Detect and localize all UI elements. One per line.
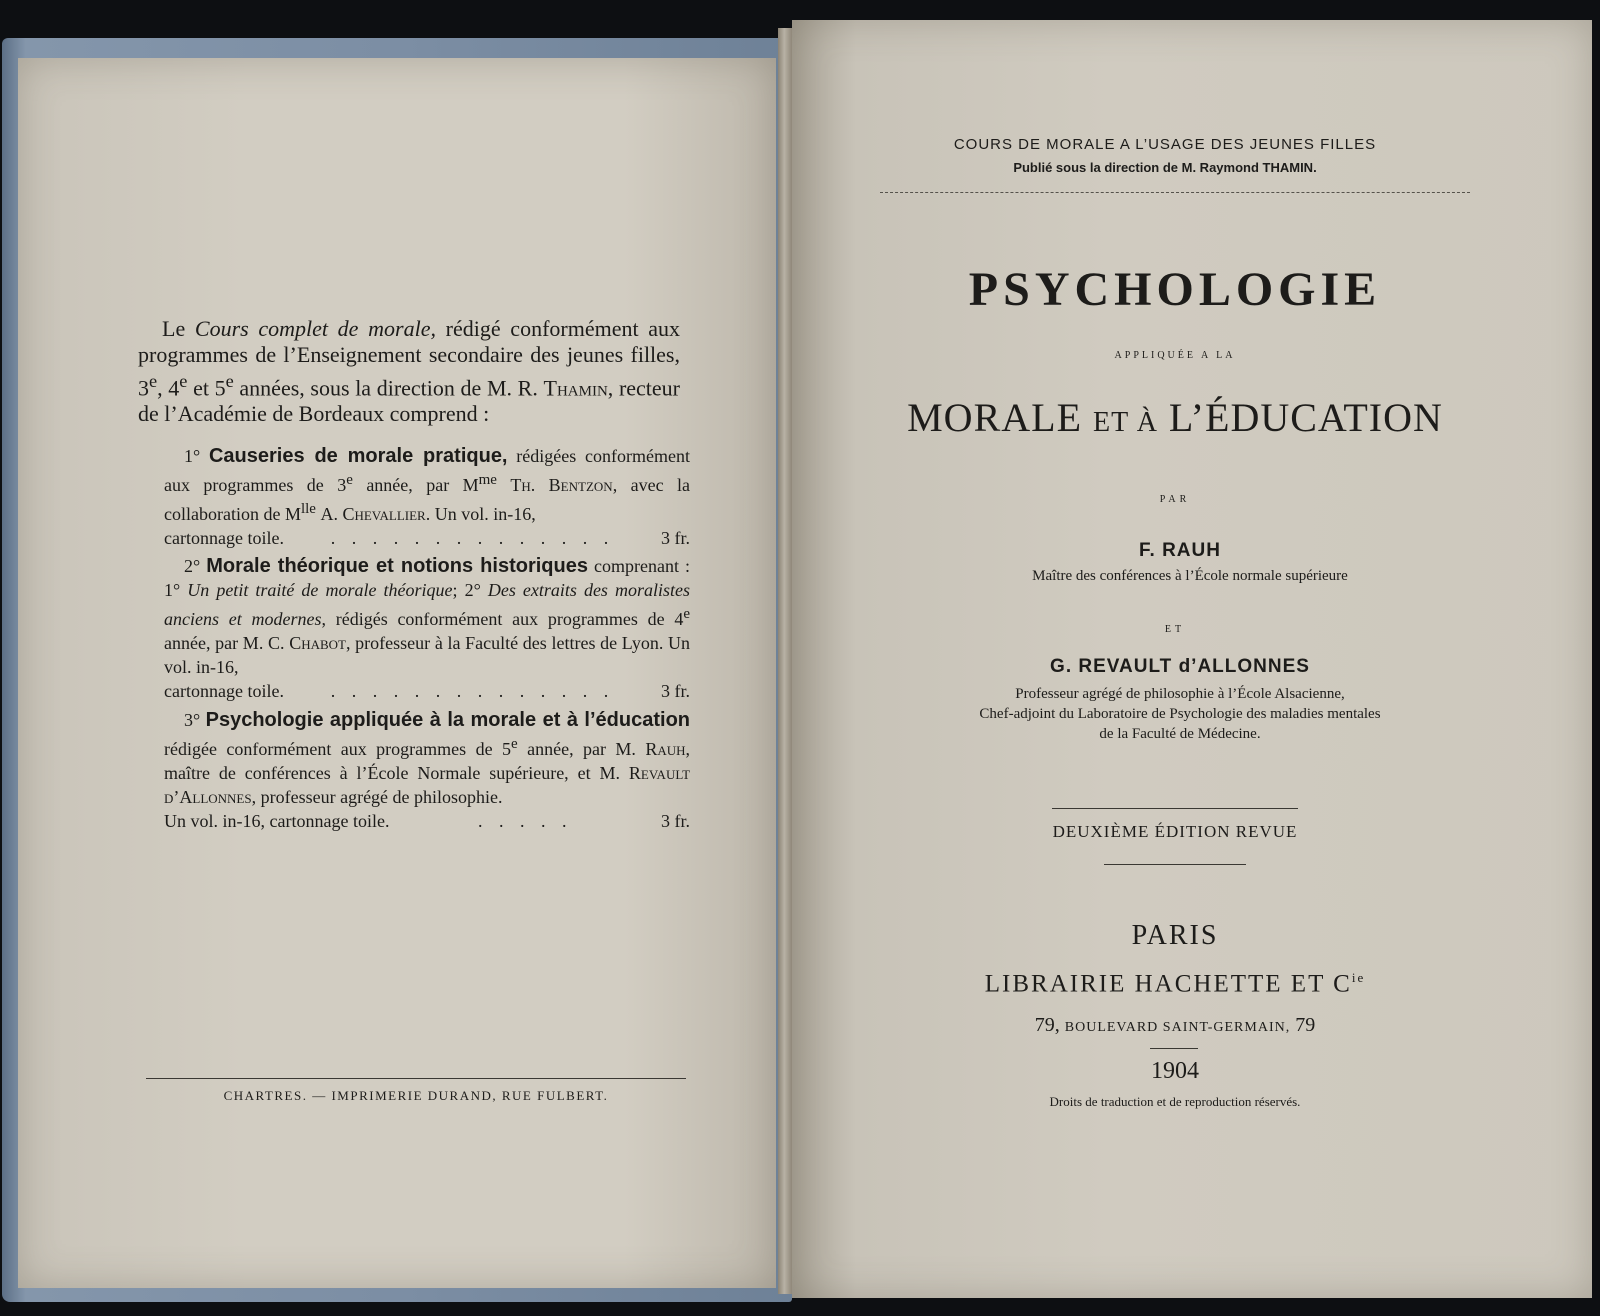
author-affiliation: Maître des conférences à l’École normale supérieure (1032, 568, 1348, 584)
entry-binding: Un vol. in-16, cartonnage toile. (164, 811, 390, 831)
entry-text: année, par M (352, 475, 479, 495)
superscript: e (511, 736, 518, 752)
entry-title: Morale théorique et notions historiques (206, 555, 588, 577)
entry-text: , avec la collaboration de M (164, 475, 690, 524)
author-affiliation (880, 684, 1480, 744)
title-connector: APPLIQUÉE A LA (1114, 350, 1236, 361)
book-title: PSYCHOLOGIE (968, 263, 1382, 316)
entry-text: , professeur à la Faculté des lettres de Lyon. Un vol. in-16, (164, 633, 690, 677)
entry-number: 1° (184, 446, 201, 466)
divider (1052, 808, 1298, 809)
dashed-divider (880, 192, 1470, 193)
intro-course-title: Cours complet de morale, (194, 316, 436, 341)
entry-text: , professeur agrégé de philosophie. (251, 787, 503, 807)
publisher-name (880, 970, 1470, 998)
intro-text: Le (162, 316, 186, 341)
entry-text: année, par M. (517, 739, 636, 759)
printer-imprint: CHARTRES. — IMPRIMERIE DURAND, RUE FULBERT. (223, 1088, 609, 1103)
address-number: 79 (1295, 1014, 1316, 1036)
publisher-city: PARIS (1131, 920, 1219, 951)
entry-italic-title: Des extraits des moralistes anciens et modernes (164, 580, 691, 629)
entry-text: , maître de conférences à l’École Normale supérieure, et M. (164, 739, 691, 783)
intro-text: années, sous la direction de M. R. (233, 375, 538, 401)
list-item-psychologie (164, 708, 690, 833)
subtitle-connector: ET À (1093, 407, 1158, 438)
and-label: ET (1164, 624, 1186, 635)
leader-dots: . . . . . . . . . . . . . . (330, 681, 615, 701)
entry-number: 3° (184, 710, 201, 730)
superscript: e (179, 371, 188, 391)
entry-price: 3 fr. (660, 681, 690, 701)
publisher-text: LIBRAIRIE HACHETTE ET C (984, 970, 1352, 998)
price-row (164, 526, 690, 550)
subtitle-word: L’ÉDUCATION (1168, 395, 1443, 440)
intro-text: et 5 (187, 375, 226, 401)
author-name: G. REVAULT d’ALLONNES (1050, 656, 1310, 677)
entry-price: 3 fr. (660, 528, 690, 548)
book-subtitle (860, 394, 1490, 441)
intro-director: Thamin (543, 375, 608, 401)
affiliation-line: de la Faculté de Médecine. (1099, 726, 1261, 742)
superscript: e (149, 371, 158, 391)
publication-year: 1904 (1151, 1058, 1199, 1084)
intro-text: rédigé conformément aux programmes de l’Enseignement secondaire des jeunes filles, 3 (138, 316, 681, 401)
entry-author: Rauh (645, 739, 686, 759)
publisher-address (880, 1014, 1470, 1037)
intro-text: , 4 (157, 375, 180, 401)
divider (1104, 864, 1246, 865)
leader-dots: . . . . . . . . . . . . . . (330, 528, 615, 548)
rights-notice: Droits de traduction et de reproduction réservés. (1049, 1094, 1301, 1109)
address-number: 79, (1034, 1014, 1060, 1036)
series-title: COURS DE MORALE A L’USAGE DES JEUNES FILLES (953, 136, 1377, 153)
leader-dots: . . . . . (477, 811, 573, 831)
entry-text: , rédigés conformément aux programmes de 4 (321, 609, 684, 629)
printer-divider (146, 1078, 686, 1079)
entry-text: rédigées conformément aux programmes de 3 (164, 446, 690, 495)
edition-label: DEUXIÈME ÉDITION REVUE (1052, 822, 1298, 841)
list-item-morale-theorique (164, 554, 690, 703)
superscript: e (346, 472, 353, 488)
entry-author: Th. Bentzon (510, 475, 613, 495)
entry-binding: cartonnage toile. (164, 528, 284, 548)
subtitle-word: MORALE (907, 395, 1082, 440)
divider (1150, 1048, 1198, 1049)
superscript: e (683, 606, 691, 622)
superscript: me (478, 472, 497, 488)
superscript: lle (300, 501, 316, 517)
entry-author: Chabot (289, 633, 346, 653)
intro-paragraph (138, 316, 680, 427)
entry-text: comprenant : 1° (164, 556, 691, 600)
affiliation-line: Chef-adjoint du Laboratoire de Psychologie des maladies mentales (979, 706, 1381, 722)
entry-number: 2° (184, 556, 201, 576)
book-gutter (778, 28, 792, 1294)
price-row (164, 679, 690, 703)
entry-text: . Un vol. in-16, (425, 504, 536, 524)
entry-title: Psychologie appliquée à la morale et à l’éducation (205, 709, 690, 731)
entry-text: ; 2° (452, 580, 481, 600)
entry-text: rédigée conformément aux programmes de 5 (164, 739, 511, 759)
entry-author: A. Chevallier (320, 504, 426, 524)
by-label: PAR (1159, 494, 1191, 505)
entry-title: Causeries de morale pratique, (208, 445, 508, 467)
address-street: BOULEVARD SAINT-GERMAIN, (1064, 1020, 1291, 1035)
list-item-causeries (164, 444, 690, 550)
intro-text: , recteur de l’Académie de Bordeaux comprend : (138, 375, 681, 427)
price-row (164, 809, 690, 833)
author-name: F. RAUH (1139, 540, 1221, 561)
superscript: ie (1351, 970, 1366, 985)
series-direction: Publié sous la direction de M. Raymond THAMIN. (1013, 160, 1317, 175)
entry-text: année, par M. C. (164, 633, 285, 653)
superscript: e (225, 371, 234, 391)
entry-binding: cartonnage toile. (164, 681, 284, 701)
affiliation-line: Professeur agrégé de philosophie à l’École Alsacienne, (1015, 686, 1345, 702)
entry-price: 3 fr. (660, 811, 690, 831)
entry-italic-title: Un petit traité de morale théorique (187, 580, 453, 600)
entry-author: Revault d’Allonnes (164, 763, 691, 807)
